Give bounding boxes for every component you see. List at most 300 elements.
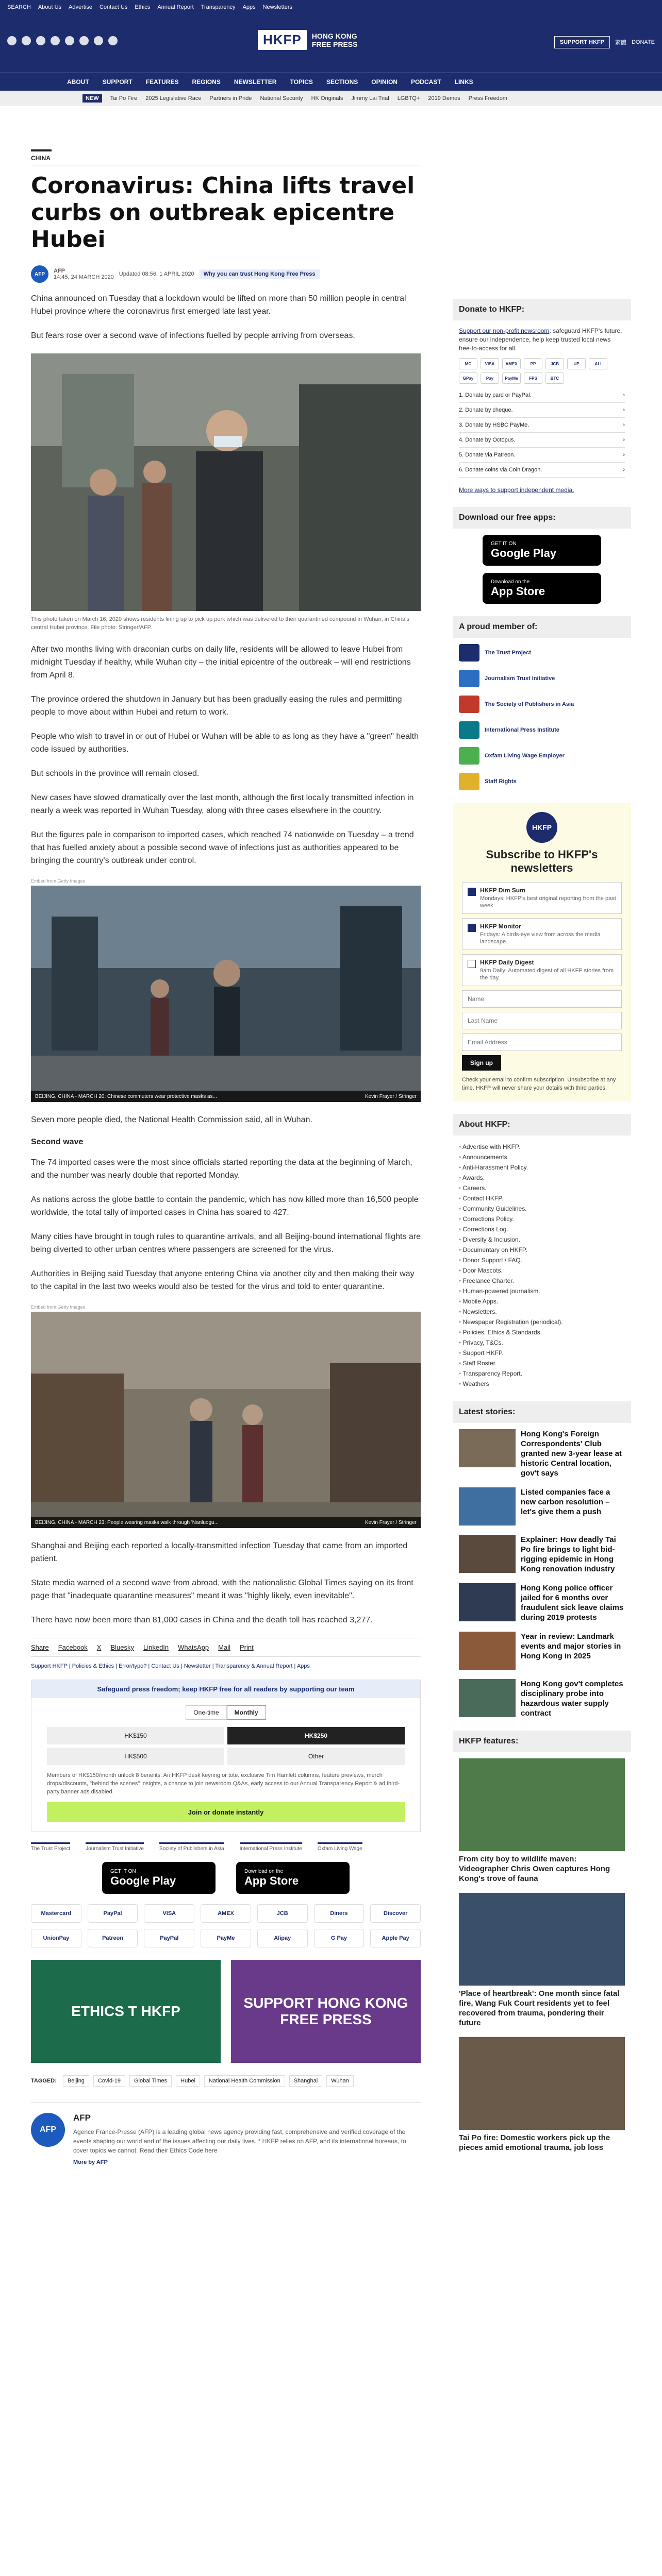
youtube-icon[interactable] [51, 36, 60, 45]
tag[interactable]: Beijing [63, 2075, 89, 2087]
payment-logo[interactable]: JCB [257, 1904, 308, 1923]
story-headline[interactable]: Listed companies face a new carbon resolution – let's give them a push [521, 1488, 610, 1516]
paragraph: The province ordered the shutdown in January but has been gradually easing the rules and permitting people to move about within Hubei and return to work. [31, 695, 402, 717]
amount-option-other[interactable]: Other [227, 1748, 405, 1765]
getty-caption: BEIJING, CHINA - MARCH 20: Chinese commuters wear protective masks as... [35, 1093, 217, 1099]
frequency-toggle [31, 1705, 420, 1720]
member-name: The Trust Project [485, 650, 531, 656]
x-icon[interactable] [22, 36, 31, 45]
badge-big-text: Google Play [491, 546, 557, 560]
nav-item[interactable]: PODCAST [410, 78, 441, 86]
payment-icon: VISA [481, 358, 499, 369]
payment-icon: PayMe [502, 372, 521, 384]
nav-item[interactable]: SECTIONS [326, 78, 358, 86]
tag[interactable]: Wuhan [326, 2075, 354, 2087]
paragraph: China announced on Tuesday that a lockdown would be lifted on more than 50 million people in central Hubei province where the coronavirus first emerged late last year. [31, 294, 406, 316]
member-name: Oxfam Living Wage Employer [485, 753, 565, 759]
author-box [31, 2102, 421, 2165]
about-link[interactable]: • Corrections Policy. [459, 1214, 625, 1224]
author-box-name[interactable]: AFP [73, 2113, 91, 2123]
about-link[interactable]: • Donor Support / FAQ. [459, 1255, 625, 1265]
utility-link[interactable]: Newsletters [262, 4, 293, 10]
getty-photo-scene [31, 886, 421, 1102]
google-play-badge[interactable] [483, 535, 601, 566]
story-item[interactable] [459, 1487, 625, 1526]
about-link[interactable]: • Mobile Apps. [459, 1296, 625, 1307]
logo-mark: HKFP [258, 30, 307, 50]
payment-logo[interactable]: Patreon [88, 1929, 138, 1947]
getty-caption-bar [31, 1091, 421, 1102]
getty-embed[interactable] [31, 1312, 421, 1528]
tag[interactable]: Shanghai [289, 2075, 323, 2087]
nav-item[interactable]: SUPPORT [102, 78, 133, 86]
paragraph: The 74 imported cases were the most since officials started reporting the data at the beginning of March, and the number was nearly double that reported Monday. [31, 1158, 412, 1180]
chevron-right-icon: › [623, 407, 625, 413]
paragraph: But fears rose over a second wave of infections fuelled by people arriving from overseas. [31, 331, 355, 340]
bluesky-icon[interactable] [94, 36, 103, 45]
feature-stories [453, 1758, 631, 2153]
about-link[interactable]: • Anti-Harassment Policy. [459, 1162, 625, 1173]
partner-logo[interactable]: Oxfam Living Wage [318, 1842, 362, 1852]
paragraph: Authorities in Beijing said Tuesday that anyone entering China via another city and then making their way to the capital in the last two weeks would also be tested for the virus and told to enter quarantine. [31, 1269, 415, 1291]
trending-link[interactable]: National Security [260, 95, 303, 101]
tag[interactable]: National Health Commission [204, 2075, 285, 2087]
donate-text [453, 327, 631, 353]
feature-image [459, 1893, 625, 1986]
trust-link[interactable]: Why you can trust Hong Kong Free Press [200, 269, 320, 279]
badge-small-text: GET IT ON [491, 540, 517, 547]
story-thumbnail [459, 1487, 516, 1526]
payment-icon: FPS [524, 372, 542, 384]
tag[interactable]: Global Times [129, 2075, 172, 2087]
amount-option-selected[interactable]: HK$250 [227, 1727, 405, 1744]
trending-bar [0, 91, 662, 106]
payment-icon: Pay [481, 372, 499, 384]
feature-image [459, 2037, 625, 2130]
site-logo[interactable] [258, 30, 357, 50]
feature-headline[interactable]: From city boy to wildlife maven: Videographer Chris Owen captures Hong Kong's trove of fauna [459, 1855, 610, 1883]
utility-link[interactable]: Transparency [201, 4, 236, 10]
staff-rights-icon [459, 773, 479, 790]
share-mail[interactable]: Mail [218, 1643, 230, 1651]
story-item[interactable] [459, 1583, 625, 1622]
nav-item[interactable]: ABOUT [67, 78, 89, 86]
latest-heading: Latest stories: [453, 1401, 631, 1423]
author-bio: Agence France-Presse (AFP) is a leading global news agency providing fast, comprehensive and verified coverage of the events shaping our world and of the issues affecting our daily lives. * HKFP relies on AFP, and its international bureaus, to cover topics we cannot. Read their Ethics Code here [73, 2128, 406, 2154]
partner-logo[interactable]: International Press Institute [240, 1842, 302, 1852]
newsletter-name: HKFP Daily Digest [480, 959, 534, 966]
paragraph: People who wish to travel in or out of Hubei or Wuhan will be able to as long as they have a "green" health code issued by authorities. [31, 732, 419, 754]
story-headline[interactable]: Hong Kong police officer jailed for 6 months over fraudulent sick leave claims during 2019 protests [521, 1584, 624, 1622]
getty-credit: Kevin Frayer / Stringer [365, 1093, 417, 1099]
utility-link[interactable]: SEARCH [7, 4, 31, 10]
about-link[interactable]: • Careers. [459, 1183, 625, 1193]
more-ways-link[interactable]: More ways to support independent media. [459, 486, 574, 494]
trending-link[interactable]: Jimmy Lai Trial [351, 95, 389, 101]
trending-link[interactable]: 2025 Legislative Race [145, 95, 202, 101]
utility-link[interactable]: Contact Us [99, 4, 128, 10]
story-item[interactable] [459, 1632, 625, 1670]
header-actions [554, 36, 655, 48]
member-benefits-note: Members of HK$150/month unlock 8 benefits: An HKFP desk keyring or tote, exclusive Tim Hamlett columns, feature previews, merch drops/discounts, "behind the scenes" insights, a chance to join newsroom Q&As, early access to our Annual Transparency Report & ad third-party banner ads disabled. [47, 1772, 400, 1795]
ipi-icon [459, 721, 479, 739]
paragraph: Seven more people died, the National Health Commission said, all in Wuhan. [31, 1115, 312, 1124]
payment-logo[interactable]: Apple Pay [370, 1929, 421, 1947]
share-bluesky[interactable]: Bluesky [110, 1643, 134, 1651]
nonprofit-link[interactable]: Support our non-profit newsroom [459, 327, 550, 334]
newsletter-option-checkbox[interactable] [462, 918, 622, 950]
partner-logo[interactable]: The Trust Project [31, 1842, 70, 1852]
story-item[interactable] [459, 1429, 625, 1478]
badge-small-text: Download on the [244, 1868, 284, 1874]
updated-date: Updated 08:56, 1 APRIL 2020 [119, 271, 194, 277]
telegram-icon[interactable] [65, 36, 74, 45]
language-switch[interactable]: 繁體 [615, 40, 626, 46]
sidebar [453, 299, 631, 2153]
share-whatsapp[interactable]: WhatsApp [178, 1643, 209, 1651]
nav-item[interactable]: REGIONS [192, 78, 221, 86]
embed-label: Embed from Getty Images [31, 1304, 86, 1310]
about-link[interactable]: • Announcements. [459, 1152, 625, 1162]
nav-item[interactable]: FEATURES [145, 78, 179, 86]
amount-options [31, 1727, 420, 1765]
google-play-badge[interactable] [102, 1862, 216, 1894]
donate-option[interactable] [459, 448, 625, 463]
payment-logo[interactable]: PayPal [88, 1904, 138, 1923]
member-heading: A proud member of: [453, 616, 631, 638]
main-nav [0, 72, 662, 91]
paragraph: Shanghai and Beijing each reported a locally-transmitted infection Tuesday that came from an imported patient. [31, 1541, 408, 1563]
trending-link[interactable]: Tai Po Fire [110, 95, 138, 101]
story-item[interactable] [459, 1679, 625, 1718]
getty-embed[interactable] [31, 886, 421, 1102]
payment-icon: UP [567, 358, 586, 369]
badge-big-text: App Store [491, 584, 545, 598]
member-name: The Society of Publishers in Asia [485, 701, 574, 707]
about-link[interactable]: • Advertise with HKFP. [459, 1142, 625, 1152]
story-item[interactable] [459, 1535, 625, 1574]
story-thumbnail [459, 1535, 516, 1573]
donate-option-label: 3. Donate by HSBC PayMe. [459, 422, 529, 428]
member-logos [453, 644, 631, 790]
about-link[interactable]: • Weathers [459, 1379, 625, 1389]
about-link[interactable]: • Support HKFP. [459, 1348, 625, 1358]
story-headline[interactable]: Hong Kong gov't completes disciplinary probe into hazardous water supply contract [521, 1680, 623, 1718]
badge-big-text: App Store [244, 1874, 299, 1887]
newsletter-name: HKFP Monitor [480, 923, 521, 930]
newsletter-option-checkbox[interactable] [462, 954, 622, 986]
donate-option[interactable] [459, 418, 625, 433]
member-logo[interactable] [459, 773, 625, 790]
payment-logo[interactable]: G Pay [314, 1929, 365, 1947]
tag[interactable]: Hubei [176, 2075, 200, 2087]
facebook-icon[interactable] [7, 36, 16, 45]
utility-link[interactable]: About Us [38, 4, 62, 10]
payment-logo[interactable]: Diners [314, 1904, 365, 1923]
donate-text-body: : safeguard HKFP's future, ensure our independence, help keep trusted local news free-to-access for all. [459, 327, 622, 352]
share-bar [31, 1638, 421, 1657]
tag-list [31, 2075, 421, 2087]
share-facebook[interactable]: Facebook [58, 1643, 88, 1651]
partner-logo[interactable]: Journalism Trust Initiative [86, 1842, 144, 1852]
new-badge: NEW [82, 94, 102, 103]
getty-caption: BEIJING, CHINA - MARCH 23: People wearing masks walk through 'Nanluogu... [35, 1519, 219, 1526]
latest-stories [453, 1429, 631, 1718]
feature-item[interactable] [459, 1758, 625, 1884]
author-avatar[interactable]: AFP [31, 265, 48, 283]
story-headline[interactable]: Hong Kong's Foreign Correspondents' Club granted new 3-year lease at historic Central location, gov't says [521, 1430, 622, 1478]
payment-icon: AMEX [502, 358, 521, 369]
rss-icon[interactable] [108, 36, 118, 45]
promo-banners [31, 1960, 421, 2063]
payment-icon: GPay [459, 372, 477, 384]
share-x[interactable]: X [96, 1643, 102, 1651]
newsletter-logo: HKFP [526, 812, 557, 843]
paragraph: As nations across the globe battle to contain the pandemic, which has now killed more than 16,500 people worldwide, the total tally of imported cases in China has soared to 427. [31, 1195, 419, 1217]
badge-small-text: Download on the [491, 579, 530, 585]
lead-photo [31, 353, 421, 611]
share-linkedin[interactable]: LinkedIn [143, 1643, 169, 1651]
about-link[interactable]: • Documentary on HKFP. [459, 1245, 625, 1255]
byline [31, 265, 421, 283]
payment-icon: BTC [545, 372, 564, 384]
member-logo[interactable] [459, 747, 625, 765]
app-badges [31, 1862, 421, 1894]
about-link[interactable]: • Newspaper Registration (periodical). [459, 1317, 625, 1327]
newsletter-title: Subscribe to HKFP's newsletters [486, 848, 598, 874]
category-kicker[interactable]: CHINA [31, 155, 421, 165]
badge-small-text: GET IT ON [110, 1868, 136, 1874]
paragraph: But the figures pale in comparison to imported cases, which reached 74 nationwide on Tuesday – a trend that has fuelled anxiety about a possible second wave of infections just as authorities appeared to be bringing the country's outbreak under control. [31, 831, 414, 865]
share-print[interactable]: Print [239, 1643, 254, 1651]
newsletter-fine-print: Check your email to confirm subscription. Unsubscribe at any time. HKFP will never share your details with third parties. [462, 1077, 616, 1091]
about-links [453, 1142, 631, 1389]
feature-headline[interactable]: 'Place of heartbreak': One month since fatal fire, Wang Fuk Court residents yet to feel recovered from trauma, pondering their future [459, 1989, 620, 2027]
about-link[interactable]: • Human-powered journalism. [459, 1286, 625, 1296]
getty-photo-scene [31, 1312, 421, 1528]
about-link[interactable]: • Freelance Charter. [459, 1276, 625, 1286]
sign-up-button[interactable]: Sign up [462, 1055, 501, 1071]
paragraph: There have now been more than 81,000 cases in China and the death toll has reached 3,277. [31, 1616, 373, 1624]
member-name: Journalism Trust Initiative [485, 675, 555, 682]
name-field[interactable] [462, 990, 622, 1008]
donate-option-label: 2. Donate by cheque. [459, 407, 513, 413]
photo-caption: This photo taken on March 16, 2020 shows residents lining up to pick up pork which was delivered to their quarantined compound in Wuhan, in China's central Hubei province. File photo: Stringer/AFP. [31, 616, 409, 631]
trending-link[interactable]: Press Freedom [468, 95, 507, 101]
story-thumbnail [459, 1679, 516, 1717]
newsletter-desc: Mondays: HKFP's best original reporting from the past week. [480, 895, 616, 909]
top-header [0, 0, 662, 72]
apps-heading: Download our free apps: [453, 507, 631, 529]
about-link[interactable]: • Door Mascots. [459, 1265, 625, 1276]
nav-item[interactable]: TOPICS [290, 78, 313, 86]
payment-logo[interactable]: Alipay [257, 1929, 308, 1947]
app-store-badge[interactable] [483, 573, 601, 604]
publish-date: 14:45, 24 MARCH 2020 [54, 274, 114, 280]
tag[interactable]: Covid-19 [93, 2075, 125, 2087]
one-time-option[interactable]: One-time [186, 1705, 226, 1720]
getty-credit: Kevin Frayer / Stringer [365, 1519, 417, 1526]
about-link[interactable]: • Staff Roster. [459, 1358, 625, 1368]
feature-item[interactable] [459, 1893, 625, 2028]
logo-wordmark [312, 32, 358, 48]
trending-link[interactable]: LGBTQ+ [397, 95, 420, 101]
paragraph: But schools in the province will remain closed. [31, 769, 200, 778]
getty-caption-bar [31, 1517, 421, 1528]
paragraph: New cases have slowed dramatically over the last month, although the first locally transmitted infection in nearly a week was reported in Wuhan Tuesday, along with three cases elsewhere in the country. [31, 793, 414, 815]
tags-label: TAGGED: [31, 2078, 57, 2084]
member-logo[interactable] [459, 696, 625, 713]
support-promo[interactable]: SUPPORT HONG KONG FREE PRESS [231, 1960, 421, 2063]
member-logo[interactable] [459, 644, 625, 662]
donate-option[interactable] [459, 388, 625, 403]
article-title: Coronavirus: China lifts travel curbs on outbreak epicentre Hubei [31, 173, 415, 252]
sidebar-app-badges [453, 535, 631, 604]
instagram-icon[interactable] [36, 36, 45, 45]
partner-logo[interactable]: Society of Publishers in Asia [159, 1842, 224, 1852]
newsletter-name: HKFP Dim Sum [480, 887, 525, 894]
ethics-promo[interactable]: ETHICS T HKFP [31, 1960, 221, 2063]
story-headline[interactable]: Year in review: Landmark events and major stories in Hong Kong in 2025 [521, 1632, 621, 1660]
about-link[interactable]: • Policies, Ethics & Standards. [459, 1327, 625, 1337]
donate-option-label: 5. Donate via Patreon. [459, 452, 516, 458]
trending-link[interactable]: HK Originals [311, 95, 343, 101]
payment-logo[interactable]: AMEX [201, 1904, 251, 1923]
sopa-icon [459, 696, 479, 713]
about-link[interactable]: • Contact HKFP. [459, 1193, 625, 1204]
member-logo[interactable] [459, 670, 625, 687]
last-name-field[interactable] [462, 1012, 622, 1029]
share-link[interactable]: Share [31, 1643, 49, 1651]
donate-heading: Donate to HKFP: [453, 299, 631, 320]
story-thumbnail [459, 1583, 516, 1621]
badge-big-text: Google Play [110, 1874, 176, 1887]
payment-logo[interactable]: UnionPay [31, 1929, 81, 1947]
donate-option-label: 1. Donate by card or PayPal. [459, 392, 532, 398]
donate-option-label: 4. Donate by Octopus. [459, 437, 516, 443]
amount-option[interactable]: HK$150 [47, 1727, 224, 1744]
chevron-right-icon: › [623, 452, 625, 458]
jti-icon [459, 670, 479, 687]
join-donate-button[interactable]: Join or donate instantly [47, 1802, 405, 1822]
logo-line: HONG KONG [311, 31, 357, 40]
donate-option[interactable] [459, 433, 625, 448]
features-heading: HKFP features: [453, 1731, 631, 1752]
oxfam-icon [459, 747, 479, 765]
about-heading: About HKFP: [453, 1114, 631, 1136]
member-name: International Press Institute [485, 727, 559, 733]
story-headline[interactable]: Explainer: How deadly Tai Po fire brings to light bid-rigging epidemic in Hong Kong renovation industry [521, 1535, 616, 1573]
support-hkfp-button[interactable]: SUPPORT HKFP [554, 36, 610, 48]
threads-icon[interactable] [79, 36, 89, 45]
trust-project-icon [459, 644, 479, 662]
trending-link[interactable]: Partners in Pride [209, 95, 252, 101]
about-link[interactable]: • Diversity & Inclusion. [459, 1234, 625, 1245]
monthly-option[interactable]: Monthly [227, 1705, 266, 1720]
article [31, 149, 421, 2165]
story-thumbnail [459, 1632, 516, 1670]
paragraph: After two months living with draconian curbs on daily life, residents will be allowed to leave Hubei from midnight Tuesday if healthy, while Wuhan city – the initial epicentre of the outbreak – will end restrictions from April 8. [31, 645, 411, 680]
feature-item[interactable] [459, 2037, 625, 2153]
about-link[interactable]: • Transparency Report. [459, 1368, 625, 1379]
donate-link[interactable]: DONATE [631, 39, 655, 45]
utility-link[interactable]: Annual Report [157, 4, 194, 10]
payment-icon: MC [459, 358, 477, 369]
about-link[interactable]: • Privacy, T&Cs. [459, 1337, 625, 1348]
payment-icon: PP [524, 358, 542, 369]
trending-link[interactable]: 2019 Demos [428, 95, 460, 101]
donate-option-label: 6. Donate coins via Coin Dragon. [459, 467, 542, 473]
paragraph: State media warned of a second wave from abroad, with the nationalistic Global Times saying on its front page that "inadequate quarantine measures" meant it was "highly likely, even inevitable". [31, 1579, 413, 1600]
nav-item[interactable]: NEWSLETTER [234, 78, 277, 86]
utility-link[interactable]: Advertise [69, 4, 92, 10]
about-link[interactable]: • Community Guidelines. [459, 1204, 625, 1214]
app-store-badge[interactable] [236, 1862, 350, 1894]
embed-label: Embed from Getty Images [31, 878, 86, 884]
donate-widget [31, 1680, 421, 1832]
about-link[interactable]: • Newsletters. [459, 1307, 625, 1317]
amount-option[interactable]: HK$500 [47, 1748, 224, 1765]
member-logo[interactable] [459, 721, 625, 739]
email-field[interactable] [462, 1033, 622, 1051]
nav-item[interactable]: OPINION [371, 78, 398, 86]
newsletter-desc: Fridays: A birds-eye view from across the media landscape. [480, 931, 601, 945]
nav-item[interactable]: LINKS [454, 78, 473, 86]
social-icons [7, 36, 118, 45]
payment-logo[interactable]: Discover [370, 1904, 421, 1923]
newsletter-signup [453, 803, 631, 1101]
member-name: Staff Rights [485, 778, 517, 785]
chevron-right-icon: › [623, 422, 625, 428]
feature-image [459, 1758, 625, 1851]
feature-headline[interactable]: Tai Po fire: Domestic workers pick up the pieces amid emotional trauma, job loss [459, 2133, 610, 2152]
payment-icon: JCB [545, 358, 564, 369]
paragraph: Many cities have brought in tough rules to quarantine arrivals, and all Beijing-bound international flights are being diverted to other urban centres where passengers are screened for the virus. [31, 1232, 421, 1254]
donate-options [453, 388, 631, 478]
story-thumbnail [459, 1429, 516, 1467]
payment-logo[interactable]: PayMe [201, 1929, 251, 1947]
newsletter-desc: 9am Daily: Automated digest of all HKFP stories from the day. [480, 968, 614, 981]
partner-logos [31, 1842, 421, 1852]
logo-line: FREE PRESS [311, 40, 358, 48]
more-by-author-link[interactable]: More by AFP [73, 2159, 108, 2165]
payment-methods [31, 1904, 421, 1947]
section-heading: Second wave [31, 1138, 84, 1146]
donate-widget-heading: Safeguard press freedom; keep HKFP free for all readers by supporting our team [31, 1680, 420, 1698]
lead-photo-scene [31, 353, 421, 611]
sidebar-payment-icons [453, 358, 631, 384]
chevron-right-icon: › [623, 437, 625, 443]
donate-option[interactable] [459, 403, 625, 418]
chevron-right-icon: › [623, 392, 625, 398]
author-name[interactable]: AFP [54, 268, 65, 274]
utility-nav [7, 4, 292, 10]
kicker-bar [31, 149, 52, 151]
about-link[interactable]: • Corrections Log. [459, 1224, 625, 1234]
utility-link[interactable]: Ethics [135, 4, 151, 10]
payment-icon: ALI [589, 358, 607, 369]
donate-option[interactable] [459, 463, 625, 478]
author-box-avatar[interactable]: AFP [31, 2113, 65, 2147]
newsletter-option-checkbox[interactable] [462, 882, 622, 914]
payment-logo[interactable]: Mastercard [31, 1904, 81, 1923]
about-link[interactable]: • Awards. [459, 1173, 625, 1183]
utility-link[interactable]: Apps [242, 4, 256, 10]
support-links[interactable]: Support HKFP | Policies & Ethics | Error/typo? | Contact Us | Newsletter | Transparency & Annual Report | Apps [31, 1663, 310, 1669]
payment-logo[interactable]: PayPal [144, 1929, 194, 1947]
chevron-right-icon: › [623, 467, 625, 473]
payment-logo[interactable]: VISA [144, 1904, 194, 1923]
